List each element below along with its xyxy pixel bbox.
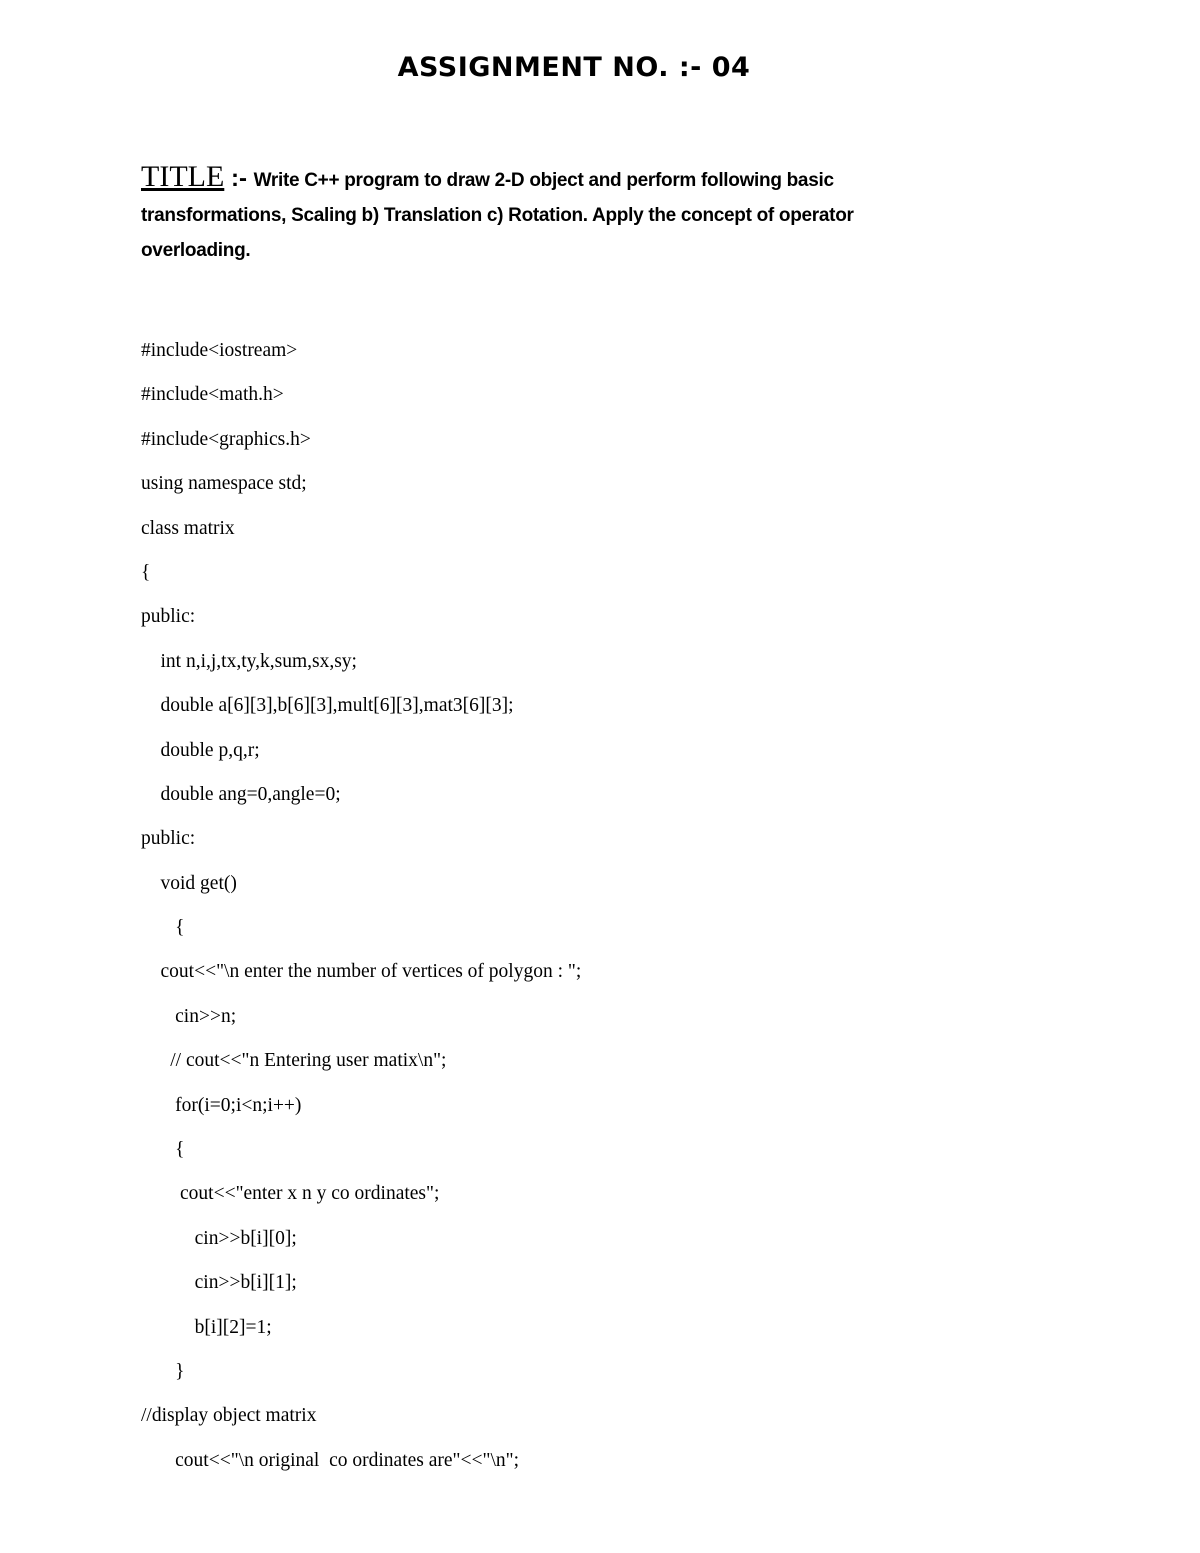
title-text: Write C++ program to draw 2-D object and perform following basic transformations, Scaling b) Translation c) Rotation. Apply the concept of operator overloading. (141, 170, 854, 261)
title-label: TITLE (141, 160, 225, 193)
code-line: cout<<"enter x n y co ordinates"; (141, 1183, 440, 1205)
code-line: void get() (141, 872, 237, 894)
code-line: { (141, 917, 185, 939)
code-line: //display object matrix (141, 1405, 317, 1427)
code-line: { (141, 561, 151, 583)
code-line: class matrix (141, 517, 235, 539)
code-line: public: (141, 828, 196, 850)
code-line: #include<iostream> (141, 340, 298, 361)
code-line: public: (141, 606, 196, 628)
code-line: #include<graphics.h> (141, 428, 311, 450)
title-paragraph (141, 160, 961, 269)
code-listing (141, 334, 581, 1488)
code-line: cout<<"\n enter the number of vertices of polygon : "; (141, 961, 582, 983)
code-line: for(i=0;i<n;i++) (141, 1094, 302, 1116)
code-line: #include<math.h> (141, 384, 284, 406)
code-line: double ang=0,angle=0; (141, 783, 341, 805)
code-line: // cout<<"n Entering user matix\n"; (141, 1050, 447, 1072)
code-line: cin>>b[i][1]; (141, 1272, 297, 1294)
code-line: double p,q,r; (141, 739, 260, 761)
code-line: cin>>n; (141, 1005, 237, 1027)
code-line: cin>>b[i][0]; (141, 1227, 297, 1249)
code-line: cout<<"\n original co ordinates are"<<"\n"; (141, 1449, 519, 1471)
code-line: double a[6][3],b[6][3],mult[6][3],mat3[6][3]; (141, 695, 514, 717)
code-line: { (141, 1139, 185, 1161)
code-line: } (141, 1360, 185, 1382)
code-line: using namespace std; (141, 473, 307, 495)
code-line: int n,i,j,tx,ty,k,sum,sx,sy; (141, 650, 357, 672)
code-line: b[i][2]=1; (141, 1316, 272, 1338)
assignment-heading: ASSIGNMENT NO. :- 04 (397, 52, 751, 83)
title-separator: :- (224, 165, 254, 192)
